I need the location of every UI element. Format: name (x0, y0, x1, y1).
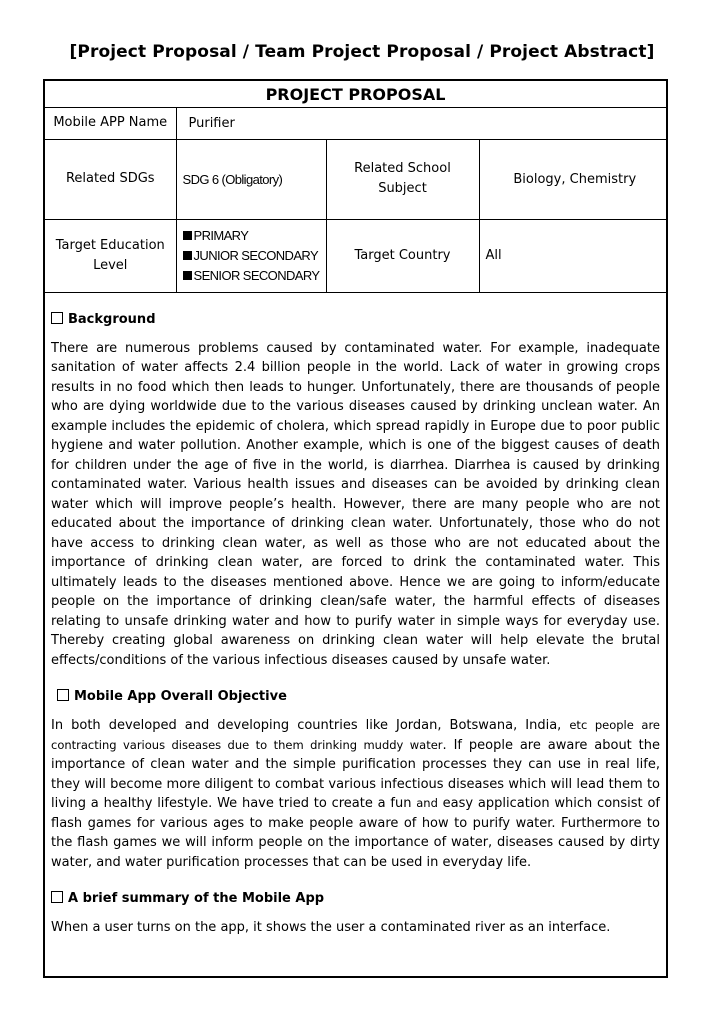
background-text: There are numerous problems caused by contaminated water. For example, inadequate sanitation of water affects 2.4 billion people in the world. Lack of water in growing crops results in no food which then leads to hunger. Unfortunately, there are thousands of people who are dying worldwide due to the various diseases caused by drinking unclean water. An example includes the epidemic of cholera, which spread rapidly in Europe due to poor public hygiene and water pollution. Another example, which is one of the biggest causes of death for children under the age of five in the world, is diarrhea. Diarrhea is caused by drinking contaminated water. Various health issues and diseases can be avoided by drinking clean water which will improve people’s health. However, there are many people who are not educated about the importance of drinking clean water. Unfortunately, those who do not have access to drinking clean water, as well as those who are not educated about the importance of drinking clean water, are forced to drink the contaminated water. This ultimately leads to the diseases mentioned above. Hence we are going to inform/educate people on the importance of drinking clean/safe water, the harmful effects of diseases relating to unsafe drinking water and how to purify water in simple ways for everyday use. Thereby creating global awareness on drinking clean water will help elevate the brutal effects/conditions of the various infectious diseases caused by unsafe water. (51, 340, 660, 668)
checked-box-icon (183, 231, 192, 240)
school-subject-label: Related School Subject (326, 139, 479, 219)
summary-heading: A brief summary of the Mobile App (51, 890, 660, 908)
objective-heading: Mobile App Overall Objective (51, 688, 660, 706)
sdgs-value: SDG 6 (Obligatory) (176, 139, 326, 219)
education-level-item: PRIMARY (183, 226, 320, 246)
table-row (45, 108, 668, 139)
proposal-frame (43, 79, 668, 978)
app-name-value: Purifier (176, 108, 668, 139)
document-title: [Project Proposal / Team Project Proposal / Project Abstract] (69, 42, 655, 62)
table-row (45, 139, 668, 219)
objective-text: In both developed and developing countries like Jordan, Botswana, India, etc people are contracting various diseases due to them drinking muddy water. If people are aware about the importance of clean water and the simple purification processes they can use in real life, they will become more diligent to combat various infectious diseases which will lead them to living a healthy lifestyle. We have tried to create a fun and easy application which consist of flash games for various ages to make people aware of how to purify water. Furthermore to the flash games we will inform people on the importance of water, diseases caused by dirty water, and water purification processes that can be used in everyday life. (51, 718, 661, 870)
app-name-label: Mobile APP Name (45, 108, 176, 139)
background-heading: Background (51, 311, 660, 329)
summary-text: When a user turns on the app, it shows the user a contaminated river as an interface. (51, 920, 611, 935)
checkbox-icon (51, 891, 63, 903)
education-level-item: JUNIOR SECONDARY (183, 246, 320, 266)
checked-box-icon (183, 251, 192, 260)
checkbox-icon (51, 312, 63, 324)
checked-box-icon (183, 271, 192, 280)
proposal-content (45, 311, 666, 938)
table-row (45, 219, 668, 292)
target-country-label: Target Country (326, 219, 479, 292)
school-subject-value: Biology, Chemistry (479, 139, 668, 219)
frame-title: PROJECT PROPOSAL (45, 81, 666, 108)
proposal-info-table (45, 108, 668, 293)
target-country-value: All (479, 219, 668, 292)
education-level-item: SENIOR SECONDARY (183, 266, 320, 286)
checkbox-icon (57, 689, 69, 701)
education-level-list (176, 219, 326, 292)
education-level-label: Target Education Level (45, 219, 176, 292)
sdgs-label: Related SDGs (45, 139, 176, 219)
